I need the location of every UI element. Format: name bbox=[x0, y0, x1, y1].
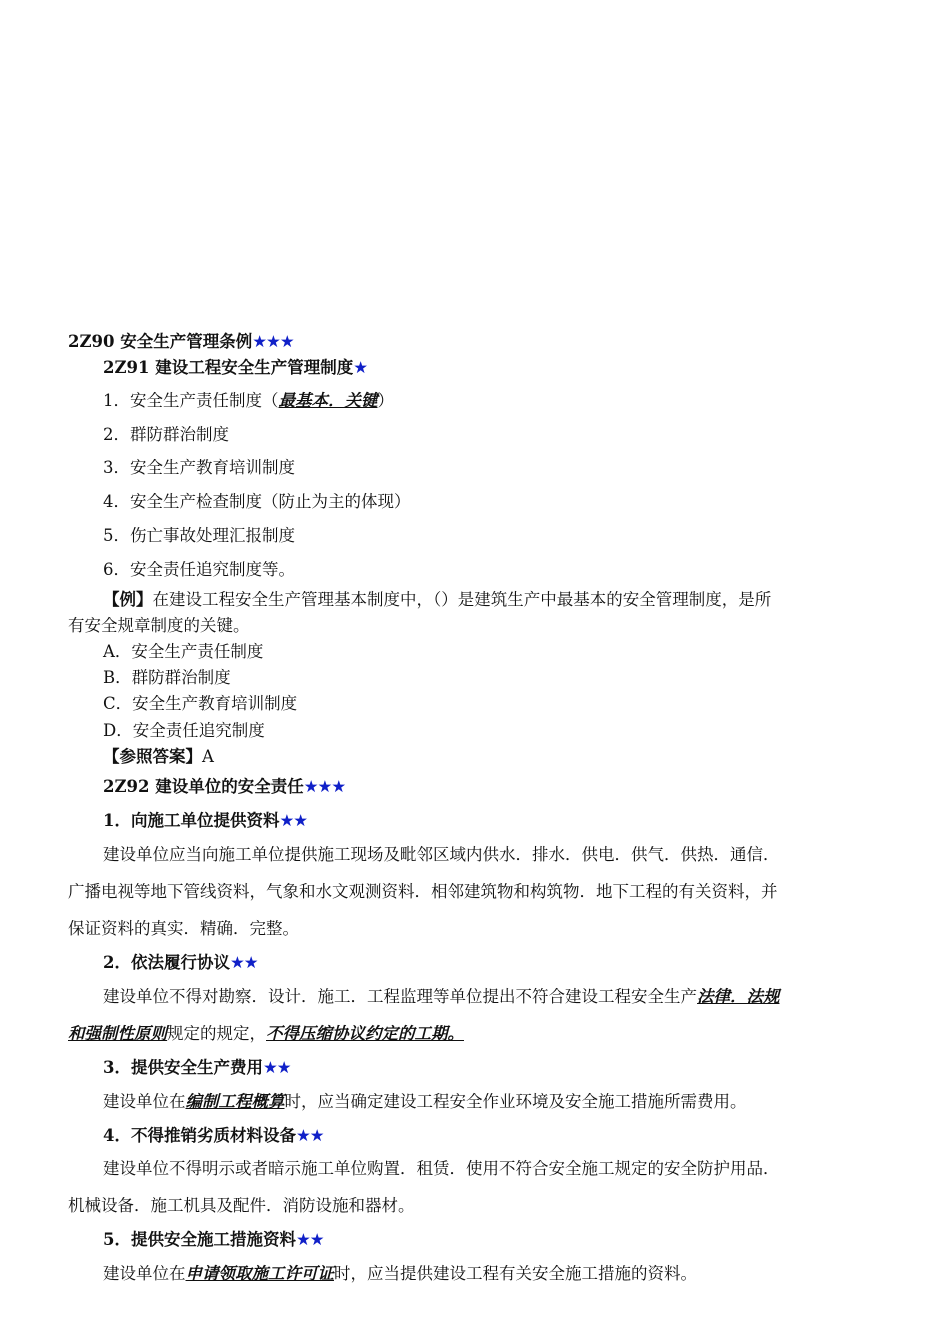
option-item: A．安全生产责任制度 bbox=[103, 642, 264, 661]
subheading: 3．提供安全生产费用★★ bbox=[103, 1058, 291, 1077]
option-item: D．安全责任追究制度 bbox=[103, 721, 265, 740]
emphasis-text: 最基本．关键 bbox=[278, 391, 378, 410]
rating-stars: ★★ bbox=[229, 953, 258, 972]
option-item: B．群防群治制度 bbox=[103, 668, 231, 687]
example-tag: 【例】 bbox=[103, 590, 153, 609]
list-item: 2．群防群治制度 bbox=[103, 425, 229, 444]
list-item: 4．安全生产检查制度（防止为主的体现） bbox=[103, 492, 411, 511]
rating-stars: ★★ bbox=[295, 1230, 324, 1249]
list-item: 6．安全责任追究制度等。 bbox=[103, 560, 295, 579]
example-question-cont: 有安全规章制度的关键。 bbox=[68, 616, 250, 635]
rating-stars: ★★ bbox=[262, 1058, 291, 1077]
rating-stars: ★★★ bbox=[303, 777, 346, 796]
emphasis-text: 申请领取施工许可证 bbox=[185, 1264, 334, 1283]
example-question: 【例】在建设工程安全生产管理基本制度中，（）是建筑生产中最基本的安全管理制度，是所 bbox=[103, 590, 772, 609]
subheading: 2．依法履行协议★★ bbox=[103, 953, 258, 972]
emphasis-text: 和强制性原则 bbox=[68, 1024, 167, 1043]
emphasis-text: 法律．法规 bbox=[697, 987, 780, 1006]
subheading: 5．提供安全施工措施资料★★ bbox=[103, 1230, 324, 1249]
paragraph-line: 建设单位不得对勘察．设计．施工．工程监理等单位提出不符合建设工程安全生产法律．法规 bbox=[103, 987, 780, 1006]
paragraph-line: 和强制性原则规定的规定，不得压缩协议约定的工期。 bbox=[68, 1024, 464, 1043]
emphasis-text: 编制工程概算 bbox=[185, 1092, 285, 1111]
emphasis-text: 不得压缩协议约定的工期。 bbox=[266, 1024, 464, 1043]
option-item: C．安全生产教育培训制度 bbox=[103, 694, 298, 713]
paragraph-line: 建设单位应当向施工单位提供施工现场及毗邻区域内供水．排水．供电．供气．供热．通信． bbox=[103, 845, 780, 864]
paragraph-line: 建设单位在申请领取施工许可证时，应当提供建设工程有关安全施工措施的资料。 bbox=[103, 1264, 697, 1283]
list-item: 5．伤亡事故处理汇报制度 bbox=[103, 526, 295, 545]
list-item: 1．安全生产责任制度（最基本．关键） bbox=[103, 391, 394, 410]
paragraph-line: 建设单位在编制工程概算时，应当确定建设工程安全作业环境及安全施工措施所需费用。 bbox=[103, 1092, 747, 1111]
paragraph-line: 广播电视等地下管线资料，气象和水文观测资料．相邻建筑物和构筑物．地下工程的有关资料，并 bbox=[68, 882, 778, 901]
list-item: 3．安全生产教育培训制度 bbox=[103, 458, 295, 477]
rating-stars: ★ bbox=[353, 358, 368, 377]
subheading: 1．向施工单位提供资料★★ bbox=[103, 811, 308, 830]
paragraph-line: 保证资料的真实．精确．完整。 bbox=[68, 919, 299, 938]
answer-line: 【参照答案】A bbox=[103, 747, 214, 766]
paragraph-line: 机械设备．施工机具及配件．消防设施和器材。 bbox=[68, 1196, 415, 1215]
rating-stars: ★★ bbox=[279, 811, 308, 830]
chapter-heading: 2Z90 安全生产管理条例★★★ bbox=[68, 332, 294, 351]
answer-tag: 【参照答案】 bbox=[103, 747, 202, 766]
paragraph-line: 建设单位不得明示或者暗示施工单位购置．租赁．使用不符合安全施工规定的安全防护用品． bbox=[103, 1159, 780, 1178]
rating-stars: ★★ bbox=[295, 1126, 324, 1145]
rating-stars: ★★★ bbox=[252, 332, 294, 351]
section-heading-2z92: 2Z92 建设单位的安全责任★★★ bbox=[103, 777, 346, 796]
section-heading-2z91: 2Z91 建设工程安全生产管理制度★ bbox=[103, 358, 368, 377]
subheading: 4．不得推销劣质材料设备★★ bbox=[103, 1126, 324, 1145]
